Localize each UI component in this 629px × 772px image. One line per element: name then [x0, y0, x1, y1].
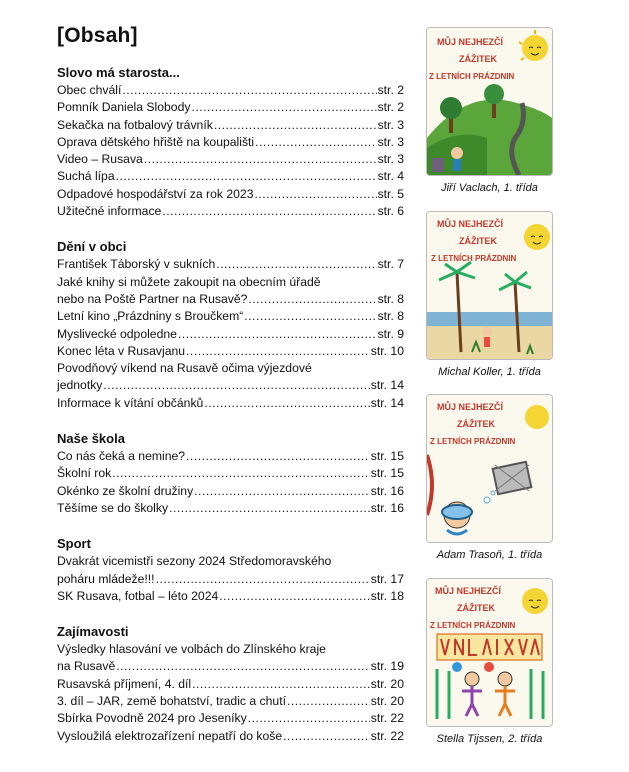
entry-page: str. 2 — [377, 100, 404, 115]
dot-leader — [178, 326, 377, 343]
entry-title: Sekačka na fotbalový trávník — [57, 117, 213, 132]
svg-text:ZÁŽITEK: ZÁŽITEK — [459, 236, 497, 246]
section-heading: Slovo má starosta... — [57, 65, 180, 80]
entry-page: str. 15 — [370, 466, 404, 481]
entry-page: str. 22 — [370, 728, 404, 743]
svg-text:ZÁŽITEK: ZÁŽITEK — [457, 419, 495, 429]
dot-leader — [283, 728, 370, 745]
entry-page: str. 7 — [377, 257, 404, 272]
dot-leader — [186, 448, 370, 465]
dot-leader — [216, 256, 376, 273]
entry-page: str. 6 — [377, 204, 404, 219]
svg-text:MŮJ NEJHEZČÍ: MŮJ NEJHEZČÍ — [437, 402, 504, 412]
entry-page: str. 16 — [370, 483, 404, 498]
dot-leader — [244, 308, 376, 325]
svg-text:Z LETNÍCH PRÁZDNIN: Z LETNÍCH PRÁZDNIN — [430, 621, 516, 630]
entry-title: Video – Rusava — [57, 152, 143, 167]
entry-page: str. 10 — [370, 343, 404, 358]
drawing-image-festival — [426, 578, 553, 727]
dot-leader — [191, 99, 376, 116]
entry-title: Těšíme se do školky — [57, 500, 169, 515]
toc-entry[interactable] — [57, 553, 404, 588]
entry-title: Užitečné informace — [57, 204, 162, 219]
drawing-image-hills — [426, 27, 553, 176]
entry-title: jednotky — [57, 378, 103, 393]
toc-entry[interactable] — [57, 395, 404, 412]
entry-title: Konec léta v Rusavjanu — [57, 343, 186, 358]
toc-section — [57, 64, 404, 220]
drawing-image-palms — [426, 211, 553, 360]
toc-entry[interactable] — [57, 343, 404, 360]
dot-leader — [214, 117, 377, 134]
dot-leader — [144, 151, 377, 168]
toc-entry[interactable] — [57, 203, 404, 220]
drawing-image-diver — [426, 394, 553, 543]
entry-page: str. 20 — [370, 694, 404, 709]
toc-entry[interactable] — [57, 483, 404, 500]
svg-text:MŮJ NEJHEZČÍ: MŮJ NEJHEZČÍ — [437, 37, 504, 47]
dot-leader — [254, 186, 376, 203]
drawing-caption: Adam Trasoň, 1. třída — [436, 549, 543, 561]
entry-title: Sbírka Povodně 2024 pro Jeseníky — [57, 711, 247, 726]
toc-entry[interactable] — [57, 728, 404, 745]
toc-entry[interactable] — [57, 134, 404, 151]
entry-title: Odpadové hospodářství za rok 2023 — [57, 186, 254, 201]
section-heading: Naše škola — [57, 431, 125, 447]
toc-section — [57, 430, 404, 517]
drawing-caption: Michal Koller, 1. třída — [438, 366, 541, 378]
entry-page: str. 16 — [370, 500, 404, 515]
toc-entry[interactable] — [57, 465, 404, 482]
svg-text:Z LETNÍCH PRÁZDNIN: Z LETNÍCH PRÁZDNIN — [431, 254, 517, 263]
entry-title: Pomník Daniela Slobody — [57, 100, 191, 115]
entry-title-first-line: Povodňový víkend na Rusavě očima výjezdové — [57, 361, 312, 376]
dot-leader — [169, 500, 370, 517]
dot-leader — [255, 134, 376, 151]
toc-entry[interactable] — [57, 99, 404, 116]
entry-title: Vysloužilá elektrozařízení nepatří do koše — [57, 728, 283, 743]
entry-page: str. 8 — [377, 291, 404, 306]
entry-title: Informace k vítání občánků — [57, 395, 204, 410]
toc-entry[interactable] — [57, 360, 404, 395]
dot-leader — [219, 588, 370, 605]
svg-text:MŮJ NEJHEZČÍ: MŮJ NEJHEZČÍ — [437, 219, 504, 229]
entry-title: 3. díl – JAR, země bohatství, tradic a chutí — [57, 694, 286, 709]
toc-entry[interactable] — [57, 186, 404, 203]
svg-text:Z LETNÍCH PRÁZDNIN: Z LETNÍCH PRÁZDNIN — [429, 72, 515, 81]
toc-entry[interactable] — [57, 117, 404, 134]
entry-title-first-line: Jaké knihy si můžete zakoupit na obecním úřadě — [57, 274, 321, 289]
toc-entry[interactable] — [57, 448, 404, 465]
toc-section — [57, 623, 404, 745]
entry-title: na Rusavě — [57, 659, 116, 674]
entry-page: str. 3 — [377, 117, 404, 132]
toc-entry[interactable] — [57, 82, 404, 99]
svg-text:ZÁŽITEK: ZÁŽITEK — [457, 603, 495, 613]
svg-text:MŮJ NEJHEZČÍ: MŮJ NEJHEZČÍ — [435, 586, 502, 596]
entry-page: str. 20 — [370, 676, 404, 691]
dot-leader — [112, 465, 370, 482]
entry-title: Obec chválí — [57, 83, 122, 97]
entry-title: Suchá lípa — [57, 169, 115, 184]
entry-page: str. 2 — [377, 83, 404, 97]
entry-title: SK Rusava, fotbal – léto 2024 — [57, 588, 219, 603]
toc-entry[interactable] — [57, 308, 404, 325]
dot-leader — [122, 82, 376, 99]
table-of-contents — [57, 64, 404, 763]
drawing-caption: Jiří Vaclach, 1. třída — [441, 182, 538, 194]
toc-entry[interactable] — [57, 168, 404, 185]
entry-title-first-line: Výsledky hlasování ve volbách do Zlínského kraje — [57, 642, 326, 657]
svg-text:ZÁŽITEK: ZÁŽITEK — [459, 54, 497, 64]
dot-leader — [194, 483, 370, 500]
entry-page: str. 5 — [377, 186, 404, 201]
child-drawing — [426, 211, 553, 379]
toc-entry[interactable] — [57, 693, 404, 710]
drawing-caption: Stella Tijssen, 2. třída — [436, 733, 543, 745]
entry-title: Myslivecké odpoledne — [57, 326, 177, 341]
section-heading: Dění v obci — [57, 239, 127, 255]
entry-page: str. 3 — [377, 134, 404, 149]
toc-entry[interactable] — [57, 676, 404, 693]
toc-entry[interactable] — [57, 274, 404, 309]
entry-page: str. 3 — [377, 152, 404, 167]
entry-title: Co nás čeká a nemine? — [57, 449, 186, 464]
section-heading: Zajímavosti — [57, 624, 129, 640]
dot-leader — [103, 377, 369, 394]
entry-title: Rusavská příjmení, 4. díl — [57, 676, 192, 691]
entry-page: str. 18 — [370, 588, 404, 603]
entry-title: Letní kino „Prázdniny s Broučkem“ — [57, 309, 244, 324]
toc-section — [57, 535, 404, 605]
dot-leader — [287, 693, 370, 710]
dot-leader — [156, 571, 370, 588]
toc-entry[interactable] — [57, 326, 404, 343]
toc-entry[interactable] — [57, 588, 404, 605]
entry-page: str. 14 — [370, 395, 404, 410]
toc-entry[interactable] — [57, 500, 404, 517]
entry-title: nebo na Poště Partner na Rusavě? — [57, 291, 248, 306]
toc-entry[interactable] — [57, 641, 404, 676]
dot-leader — [162, 203, 376, 220]
toc-section — [57, 238, 404, 412]
dot-leader — [192, 676, 370, 693]
section-heading: Sport — [57, 536, 91, 552]
entry-page: str. 15 — [370, 449, 404, 464]
dot-leader — [116, 658, 370, 675]
dot-leader — [248, 710, 370, 727]
entry-page: str. 4 — [377, 169, 404, 184]
entry-page: str. 14 — [370, 378, 404, 393]
entry-page: str. 9 — [377, 326, 404, 341]
page-title: [Obsah] — [57, 24, 138, 47]
dot-leader — [204, 395, 369, 412]
child-drawing — [426, 578, 553, 746]
entry-title: Oprava dětského hřiště na koupališti — [57, 134, 255, 149]
entry-page: str. 22 — [370, 711, 404, 726]
entry-title: František Táborský v sukních — [57, 257, 216, 272]
entry-title: poháru mládeže!!! — [57, 571, 155, 586]
entry-page: str. 19 — [370, 659, 404, 674]
child-drawing — [426, 394, 553, 562]
child-drawing — [426, 27, 553, 195]
dot-leader — [186, 343, 370, 360]
toc-entry[interactable] — [57, 710, 404, 727]
dot-leader — [248, 291, 376, 308]
entry-page: str. 8 — [377, 309, 404, 324]
entry-title: Okénko ze školní družiny — [57, 483, 194, 498]
entry-page: str. 17 — [370, 571, 404, 586]
dot-leader — [116, 168, 377, 185]
entry-title: Školní rok — [57, 466, 112, 481]
entry-title-first-line: Dvakrát vicemistři sezony 2024 Středomoravského — [57, 554, 332, 569]
toc-entry[interactable] — [57, 151, 404, 168]
svg-text:Z LETNÍCH PRÁZDNIN: Z LETNÍCH PRÁZDNIN — [430, 437, 516, 446]
toc-entry[interactable] — [57, 256, 404, 273]
